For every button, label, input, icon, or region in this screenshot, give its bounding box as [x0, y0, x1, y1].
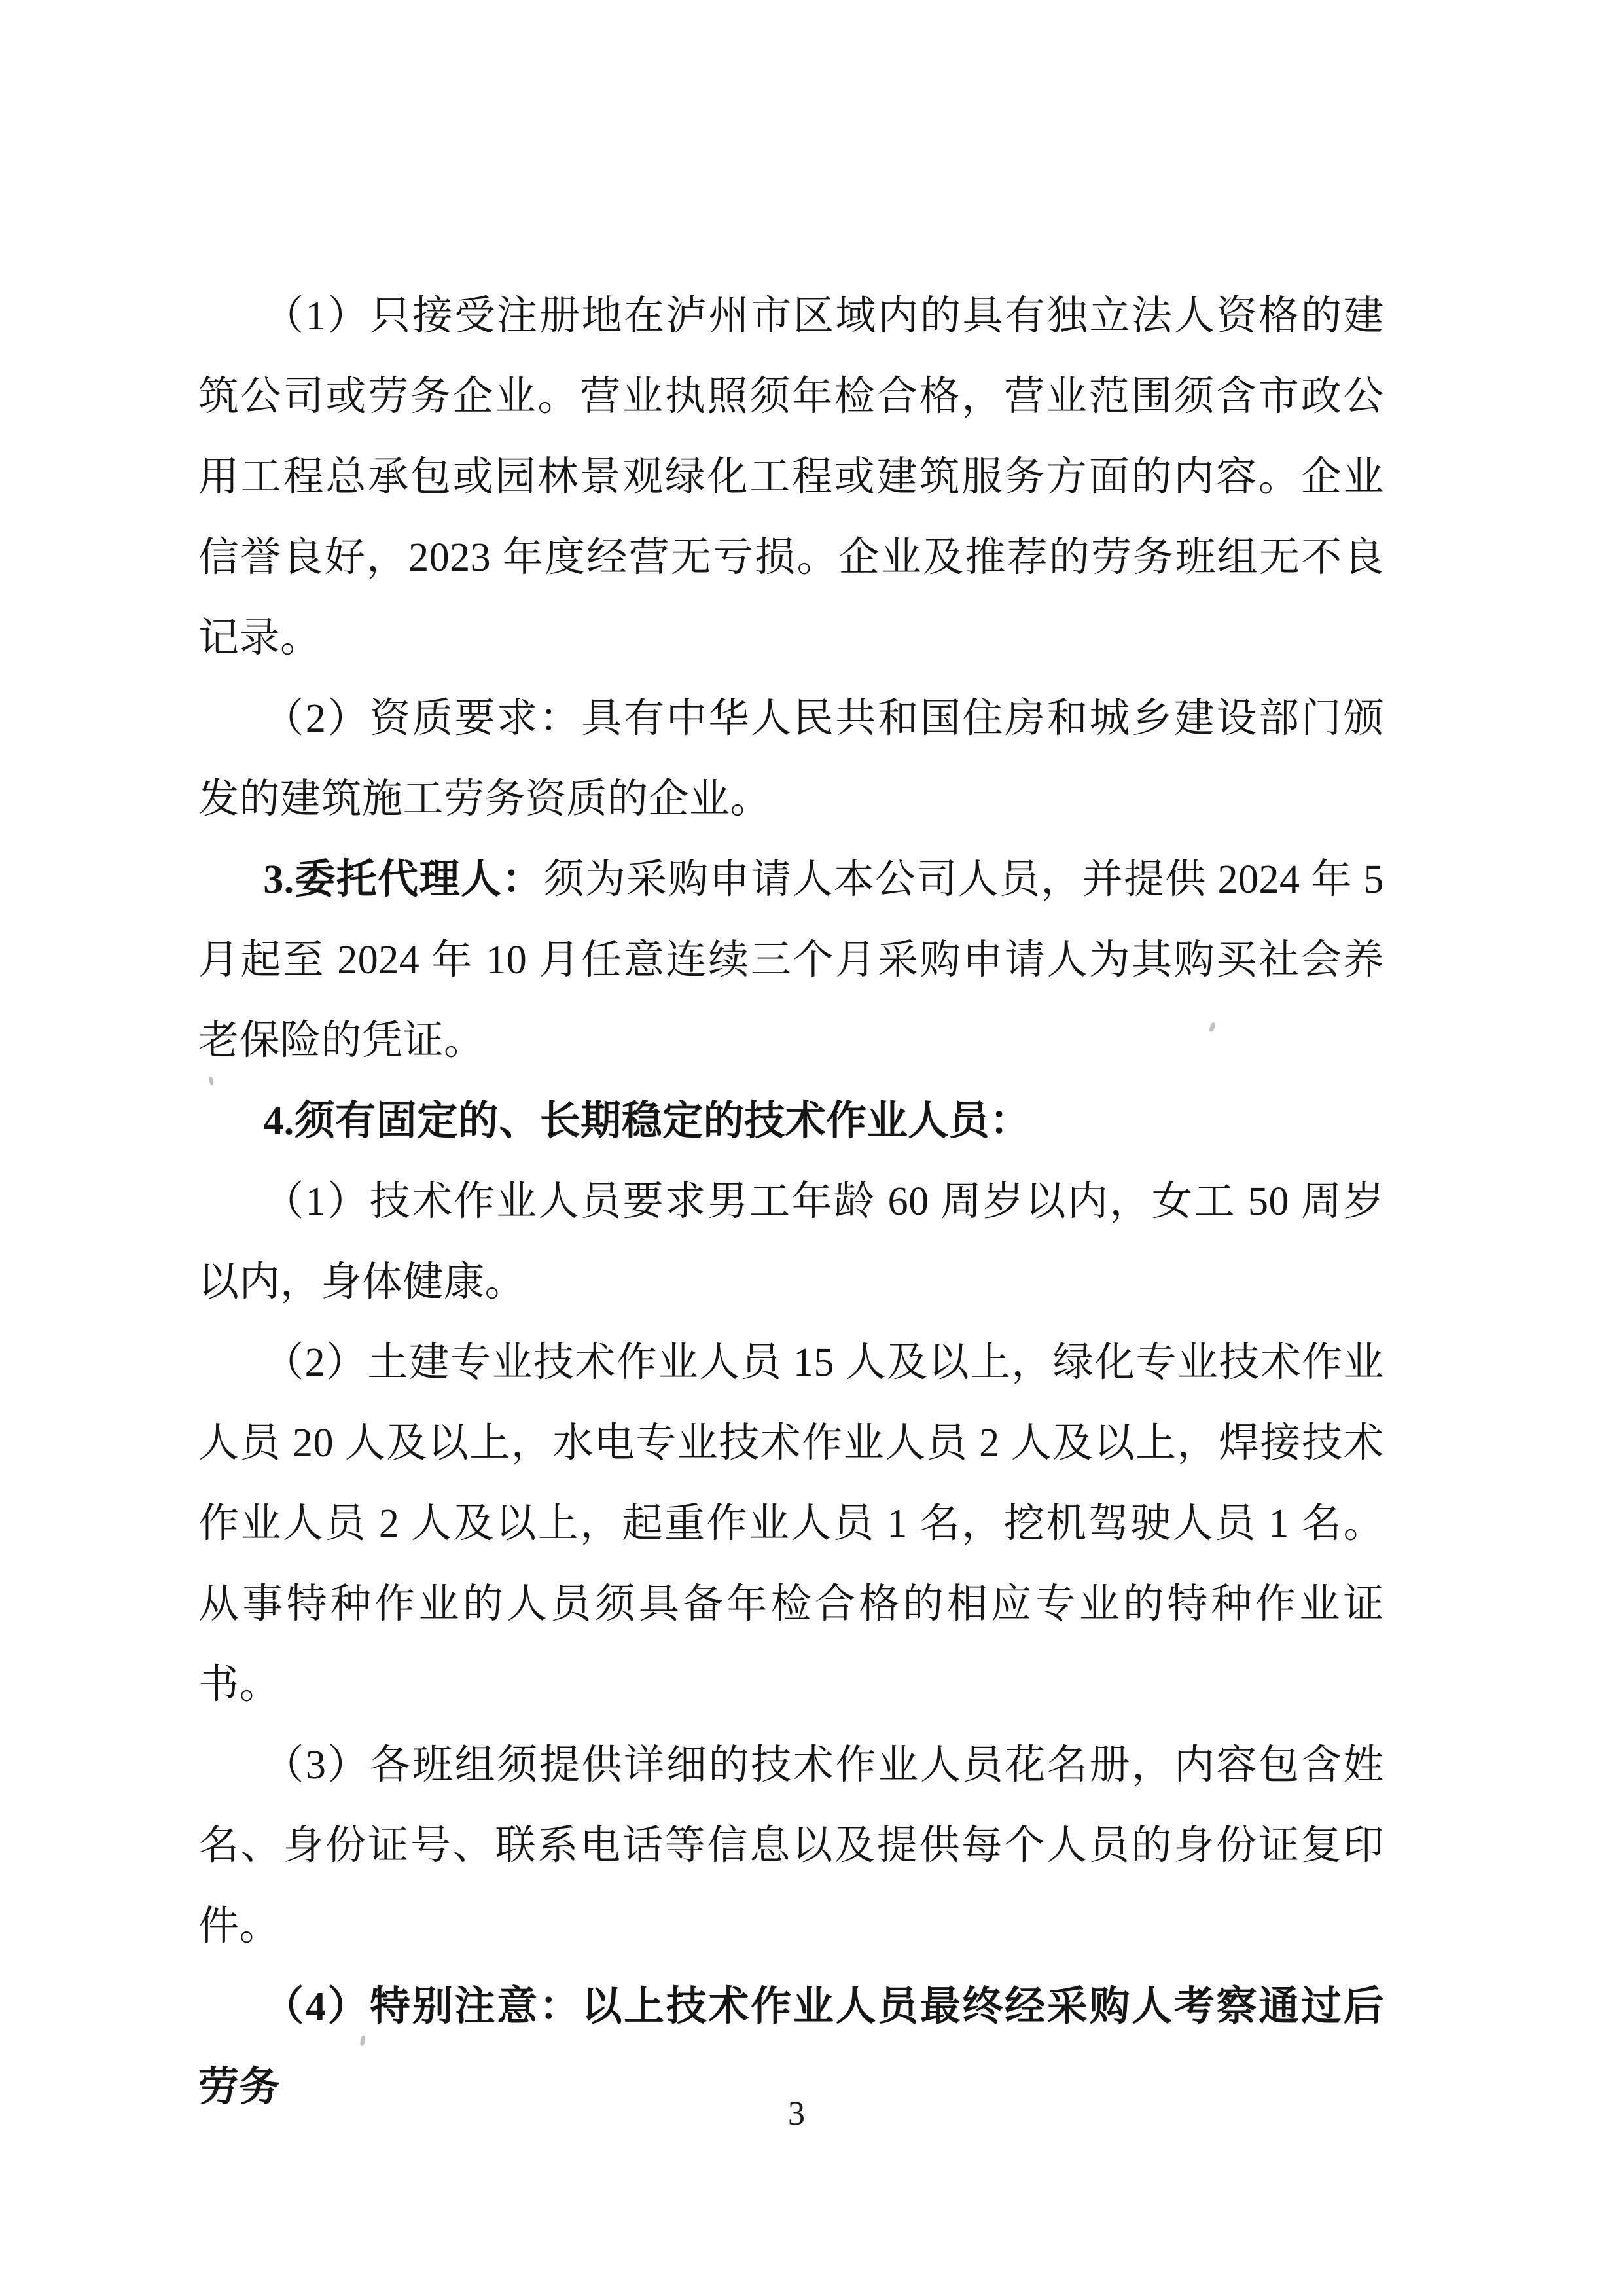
paragraph-1-text: （1）只接受注册地在泸州市区域内的具有独立法人资格的建筑公司或劳务企业。营业执照须年检合格，营业范围须含市政公用工程总承包或园林景观绿化工程或建筑服务方面的内容。企业信誉良好，2023 年度经营无亏损。企业及推荐的劳务班组无不良记录。	[198, 294, 1384, 660]
paragraph-1	[198, 276, 1384, 679]
paragraph-4	[198, 1081, 1384, 1162]
paragraph-5-text: （1）技术作业人员要求男工年龄 60 周岁以内，女工 50 周岁以内，身体健康。	[198, 1179, 1384, 1304]
paragraph-7	[198, 1725, 1384, 1967]
paragraph-3	[198, 840, 1384, 1081]
paragraph-2	[198, 679, 1384, 840]
paragraph-3-text: 须为采购申请人本公司人员，并提供 2024 年 5 月起至 2024 年 10 月任意连续三个月采购申请人为其购买社会养老保险的凭证。	[198, 857, 1384, 1063]
paragraph-7-text: （3）各班组须提供详细的技术作业人员花名册，内容包含姓名、身份证号、联系电话等信息以及提供每个人员的身份证复印件。	[198, 1743, 1384, 1948]
page-number: 3	[788, 2095, 805, 2132]
body-text	[198, 276, 1384, 2128]
paragraph-2-text: （2）资质要求：具有中华人民共和国住房和城乡建设部门颁发的建筑施工劳务资质的企业。	[198, 696, 1384, 821]
paragraph-4-bold-lead: 4.须有固定的、长期稳定的技术作业人员：	[263, 1099, 1031, 1143]
paragraph-6-text: （2）土建专业技术作业人员 15 人及以上，绿化专业技术作业人员 20 人及以上，水电专业技术作业人员 2 人及以上，焊接技术作业人员 2 人及以上，起重作业人员 1 名，挖机驾驶人员 1 名。从事特种作业的人员须具备年检合格的相应专业的特种作业证书。	[198, 1340, 1384, 1707]
paragraph-5	[198, 1162, 1384, 1323]
paragraph-6	[198, 1323, 1384, 1725]
paragraph-3-bold-lead: 3.委托代理人：	[263, 857, 544, 902]
paragraph-8-bold-lead: （4）特别注意：以上技术作业人员最终经采购人考察通过后劳务	[198, 1984, 1384, 2109]
